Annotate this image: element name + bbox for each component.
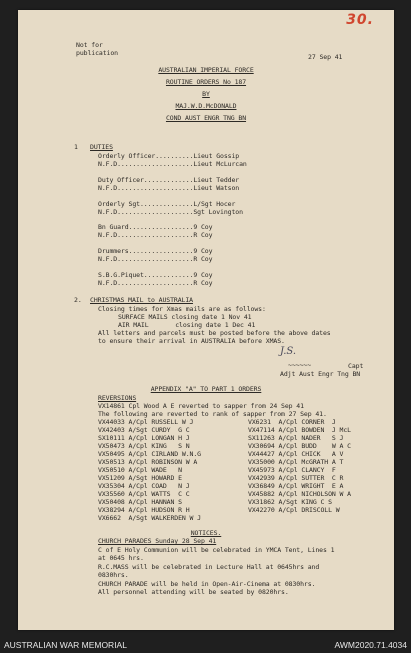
list-item: VX45882 A/Cpl NICHOLSON W A <box>248 490 351 498</box>
list-item: VX42270 A/Cpl DRISCOLL W <box>248 506 340 514</box>
footer-accession-number: AWM2020.71.4034 <box>334 640 407 650</box>
notice-line: at 0645 hrs. <box>98 554 144 562</box>
list-item: SX11263 A/Cpl NADER S J <box>248 434 344 442</box>
section1-number: 1 <box>74 143 78 151</box>
footer-institution: AUSTRALIAN WAR MEMORIAL <box>4 640 127 650</box>
signature-scrawl: ~~~~~~ <box>288 361 311 369</box>
appendix-title: APPENDIX "A" TO PART 1 ORDERS <box>150 385 262 393</box>
list-item: VX47114 A/Cpl BOWDEN J McL <box>248 426 351 434</box>
duty-row: S.B.G.Piquet.............9 Coy <box>98 271 213 279</box>
duty-row: Bn Guard.................9 Coy <box>98 223 213 231</box>
list-item: VX31862 A/Sgt KING C S <box>248 498 332 506</box>
duty-row: N.F.D....................R Coy <box>98 279 213 287</box>
mail-line: to ensure their arrival in AUSTRALIA before XMAS. <box>98 337 285 345</box>
mail-line: AIR MAIL closing date 1 Dec 41 <box>118 321 256 329</box>
list-item: VX50510 A/Cpl WADE N <box>98 466 182 474</box>
duty-row: N.F.D....................Lieut McLurcan <box>98 160 247 168</box>
list-item: VX6662 A/Sgt WALKERDEN W J <box>98 514 201 522</box>
handwritten-page-number: 30. <box>346 12 374 28</box>
list-item: VX44033 A/Cpl RUSSELL W J <box>98 418 194 426</box>
reversions-heading: REVERSIONS <box>98 394 137 402</box>
by-line: BY <box>202 90 210 98</box>
list-item: VX35000 A/Cpl McGRATH A T <box>248 458 344 466</box>
orders-heading: ROUTINE ORDERS No 187 <box>165 78 247 86</box>
author-line: MAJ.W.D.McDONALD <box>175 102 237 110</box>
duty-row: Drummers.................9 Coy <box>98 247 213 255</box>
list-item: VX38294 A/Cpl HUDSON R H <box>98 506 190 514</box>
list-item: VX50495 A/Cpl CIRLAND W.N.G <box>98 450 201 458</box>
notice-line: C of E Holy Communion will be celebrated in YMCA Tent, Lines 1 <box>98 546 335 554</box>
publication-label: publication <box>76 49 118 57</box>
signature-role: Adjt Aust Engr Tng BN <box>280 370 361 378</box>
document-date: 27 Sep 41 <box>308 53 343 61</box>
mail-line: SURFACE MAILS closing date 1 Nov 41 <box>118 313 252 321</box>
notice-line: 0830hrs. <box>98 571 129 579</box>
church-parades-heading: CHURCH PARADES Sunday 28 Sep 41 <box>98 537 217 545</box>
not-for-label: Not for <box>76 41 103 49</box>
signature-initials: J.S. <box>280 346 297 357</box>
document-page <box>18 10 394 630</box>
list-item: VX35560 A/Cpl WATTS C C <box>98 490 190 498</box>
list-item: VX50473 A/Cpl KING S N <box>98 442 190 450</box>
list-item: VX51209 A/Sgt HOWARD E <box>98 474 182 482</box>
reversion-line: The following are reverted to rank of sapper from 27 Sep 41. <box>98 410 327 418</box>
force-heading: AUSTRALIAN IMPERIAL FORCE <box>158 66 254 74</box>
duty-row: N.F.D....................Lieut Watson <box>98 184 240 192</box>
reversion-line: VX14861 Cpl Wood A E reverted to sapper from 24 Sep 41 <box>98 402 304 410</box>
list-item: VX50513 A/Cpl ROBINSON W A <box>98 458 198 466</box>
list-item: VX30694 A/Cpl BUDD W A C <box>248 442 351 450</box>
notice-line: R.C.MASS will be celebrated in Lecture Hall at 0645hrs and <box>98 563 320 571</box>
archive-footer <box>0 637 411 653</box>
mail-line: All letters and parcels must be posted before the above dates <box>98 329 331 337</box>
list-item: VX36849 A/Cpl WRIGHT E A <box>248 482 344 490</box>
section1-title: DUTIES <box>90 143 113 151</box>
duty-row: Orderly Officer..........Lieut Gossip <box>98 152 240 160</box>
list-item: VX6231 A/Cpl CORNER J <box>248 418 336 426</box>
duty-row: N.F.D....................R Coy <box>98 231 213 239</box>
list-item: VX42403 A/Sgt CURDY G C <box>98 426 190 434</box>
notice-line: All personnel attending will be seated by 0820hrs. <box>98 588 289 596</box>
section2-number: 2. <box>74 296 82 304</box>
list-item: VX50408 A/Cpl HANNAN S <box>98 498 182 506</box>
notices-title: NOTICES. <box>190 529 222 537</box>
list-item: VX35304 A/Cpl COAD N J <box>98 482 190 490</box>
duty-row: Duty Officer.............Lieut Tedder <box>98 176 240 184</box>
list-item: SX10111 A/Cpl LONGAN H J <box>98 434 190 442</box>
notice-line: CHURCH PARADE will be held in Open-Air-Cinema at 0830hrs. <box>98 580 316 588</box>
mail-line: Closing times for Xmas mails are as follows: <box>98 305 266 313</box>
list-item: VX42939 A/Cpl SUTTER C R <box>248 474 344 482</box>
section2-title: CHRISTMAS MAIL to AUSTRALIA <box>90 296 193 304</box>
duty-row: N.F.D....................R Coy <box>98 255 213 263</box>
duty-row: N.F.D....................Sgt Lovington <box>98 208 243 216</box>
unit-line: COND AUST ENGR TNG BN <box>165 114 247 122</box>
duty-row: Orderly Sgt..............L/Sgt Hocer <box>98 200 236 208</box>
list-item: VX45973 A/Cpl CLANCY F <box>248 466 336 474</box>
signature-title: Capt <box>348 362 364 370</box>
list-item: VX44427 A/Cpl CHICK A V <box>248 450 344 458</box>
